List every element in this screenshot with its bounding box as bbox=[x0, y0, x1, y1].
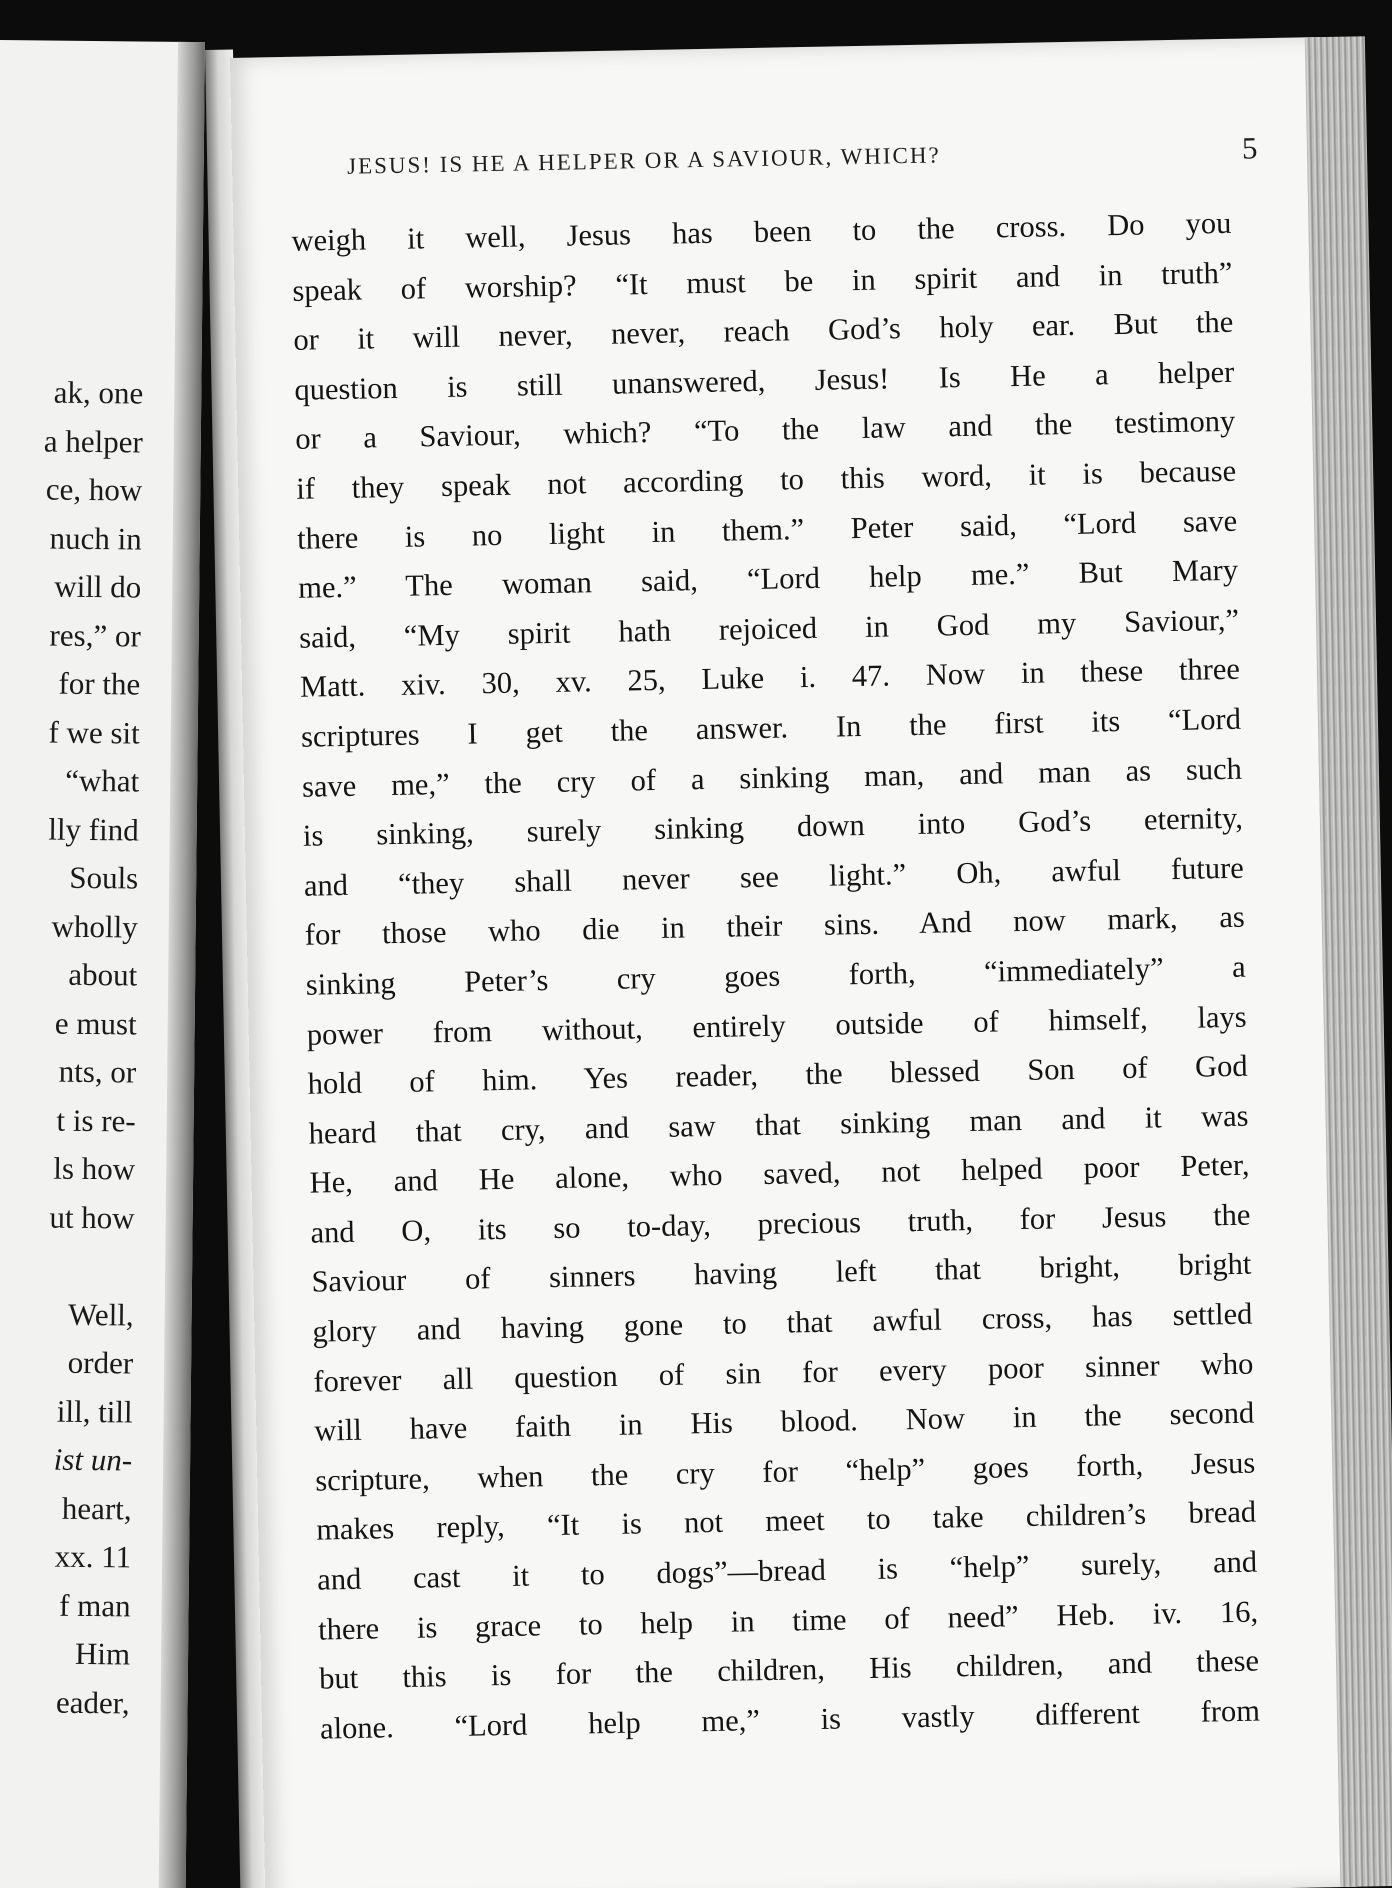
left-fragment: eader, bbox=[55, 1684, 130, 1721]
left-page-gutter bbox=[159, 42, 205, 1888]
text-line: is sinking, surely sinking down into God’s eternity, bbox=[302, 800, 1244, 853]
left-fragment: t is re- bbox=[56, 1102, 136, 1139]
page-stack-edge bbox=[1305, 36, 1392, 1887]
left-fragment: f we sit bbox=[48, 714, 140, 751]
left-fragment: a helper bbox=[43, 423, 143, 460]
text-line: speak of worship? “It must be in spirit and in truth” bbox=[292, 255, 1233, 308]
text-line: scripture, when the cry for “help” goes forth, Jesus bbox=[314, 1445, 1256, 1498]
text-line: or a Saviour, which? “To the law and the testimony bbox=[295, 404, 1236, 457]
left-fragment: Him bbox=[74, 1635, 131, 1672]
text-line: glory and having gone to that awful cross, has settled bbox=[312, 1296, 1253, 1349]
text-line: scriptures I get the answer. In the first its “Lord bbox=[300, 701, 1242, 754]
left-fragment: nuch in bbox=[49, 520, 142, 557]
text-line: will have faith in His blood. Now in the second bbox=[314, 1395, 1255, 1448]
left-fragment: about bbox=[68, 956, 138, 993]
left-fragment: ce, how bbox=[45, 471, 143, 508]
text-line: question is still unanswered, Jesus! Is He a helper bbox=[294, 354, 1235, 407]
left-fragment: lly find bbox=[48, 811, 139, 848]
text-line: but this is for the children, His children, and these bbox=[318, 1643, 1260, 1696]
text-line: me.” The woman said, “Lord help me.” But Mary bbox=[297, 552, 1239, 605]
left-fragment: xx. 11 bbox=[54, 1538, 132, 1575]
left-fragment: ill, till bbox=[56, 1393, 133, 1430]
left-fragment: “what bbox=[65, 762, 140, 799]
text-line: there is no light in them.” Peter said, “Lord save bbox=[296, 503, 1238, 556]
left-fragment: e must bbox=[54, 1005, 137, 1042]
text-line: He, and He alone, who saved, not helped poor Peter, bbox=[309, 1147, 1250, 1200]
left-fragment: order bbox=[67, 1344, 134, 1381]
left-fragment: ak, one bbox=[53, 374, 144, 411]
text-line: alone. “Lord help me,” is vastly different from bbox=[319, 1693, 1261, 1746]
left-fragment: ist un- bbox=[53, 1441, 133, 1478]
text-line: there is grace to help in time of need” Heb. iv. 16, bbox=[317, 1594, 1259, 1647]
text-line: or it will never, never, reach God’s holy ear. But the bbox=[293, 304, 1234, 358]
body-text bbox=[291, 199, 1260, 1754]
text-line: said, “My spirit hath rejoiced in God my Saviour,” bbox=[298, 602, 1240, 655]
left-fragment: f man bbox=[58, 1587, 131, 1624]
left-fragment bbox=[0, 1248, 134, 1250]
left-fragment: Well, bbox=[67, 1296, 134, 1333]
text-line: weigh it well, Jesus has been to the cross. Do you bbox=[291, 205, 1232, 258]
text-line: Matt. xiv. 30, xv. 25, Luke i. 47. Now in these three bbox=[299, 652, 1241, 705]
left-fragment: ut how bbox=[49, 1199, 135, 1236]
left-fragment: for the bbox=[58, 665, 141, 702]
text-line: power from without, entirely outside of himself, lays bbox=[306, 999, 1247, 1052]
left-fragment: ls how bbox=[53, 1150, 136, 1187]
left-page bbox=[0, 40, 205, 1888]
left-fragment: will do bbox=[54, 568, 142, 605]
text-line: heard that cry, and saw that sinking man and it was bbox=[308, 1098, 1249, 1151]
text-line: and O, its so to-day, precious truth, for Jesus the bbox=[310, 1197, 1251, 1250]
text-line: and cast it to dogs”—bread is “help” surely, and bbox=[316, 1544, 1258, 1597]
text-line: Saviour of sinners having left that bright, bright bbox=[311, 1247, 1252, 1300]
text-line: sinking Peter’s cry goes forth, “immediately” a bbox=[305, 949, 1246, 1002]
text-line: for those who die in their sins. And now mark, as bbox=[304, 899, 1246, 953]
text-line: save me,” the cry of a sinking man, and man as such bbox=[301, 751, 1243, 804]
left-fragment: res,” or bbox=[49, 617, 141, 654]
text-line: hold of him. Yes reader, the blessed Son of God bbox=[307, 1048, 1248, 1101]
text-line: and “they shall never see light.” Oh, awful future bbox=[303, 850, 1245, 903]
page-number: 5 bbox=[1241, 130, 1258, 166]
text-line: if they speak not according to this word, it is because bbox=[295, 453, 1237, 506]
left-page-text bbox=[0, 40, 205, 1721]
left-fragment: nts, or bbox=[58, 1053, 137, 1090]
left-fragment: wholly bbox=[51, 908, 138, 945]
right-page bbox=[230, 37, 1357, 1888]
left-fragment: Souls bbox=[69, 859, 139, 896]
left-fragment: heart, bbox=[61, 1490, 132, 1527]
text-line: makes reply, “It is not meet to take children’s bread bbox=[315, 1495, 1257, 1548]
text-line: forever all question of sin for every poor sinner who bbox=[313, 1346, 1254, 1399]
running-head: JESUS! IS HE A HELPER OR A SAVIOUR, WHICH? bbox=[346, 142, 941, 179]
